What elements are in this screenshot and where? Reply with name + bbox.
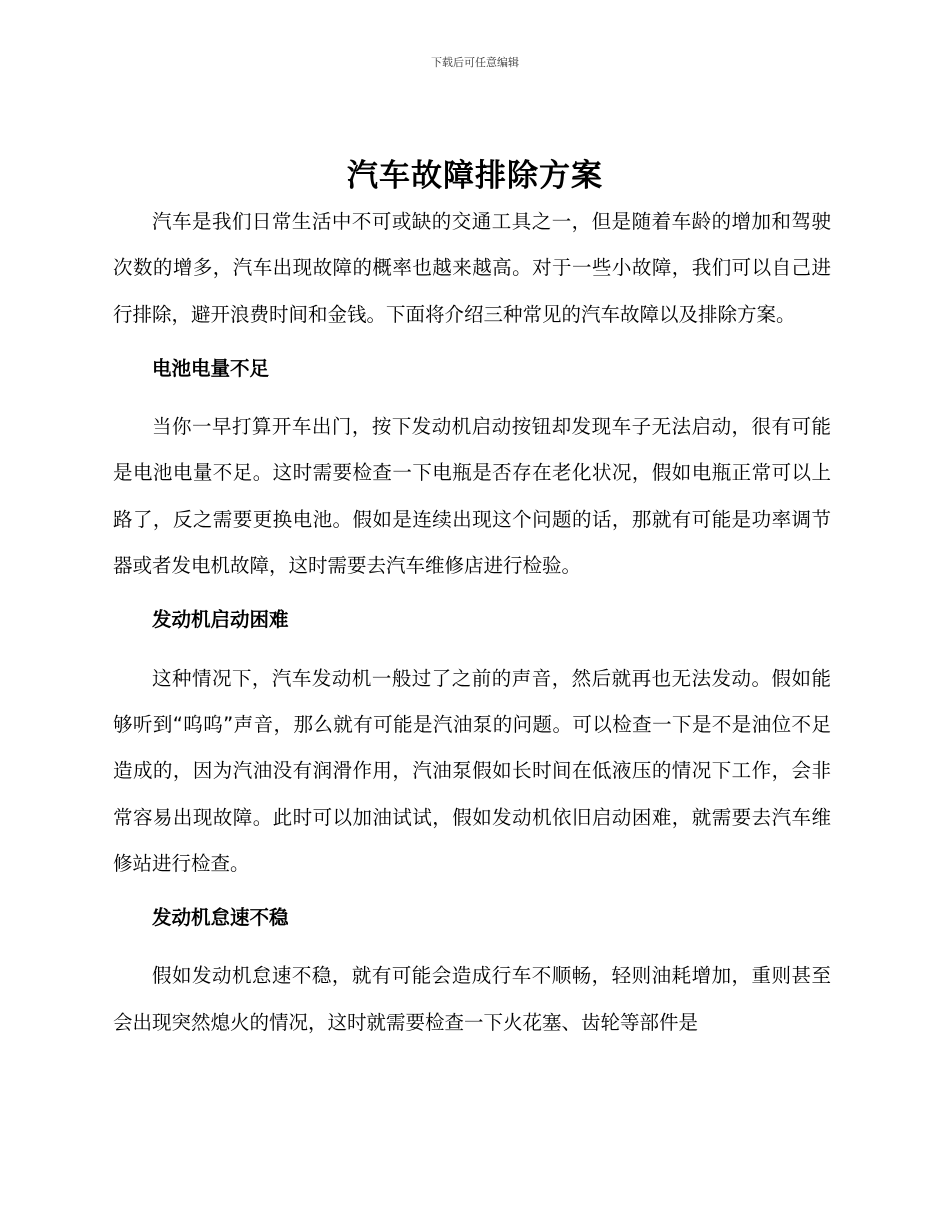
section-heading-engine-start: 发动机启动困难 bbox=[152, 608, 289, 632]
spacer bbox=[113, 392, 831, 404]
spacer bbox=[113, 589, 831, 597]
spacer bbox=[113, 941, 831, 953]
header-note: 下载后可任意编辑 bbox=[431, 56, 519, 69]
document-title: 汽车故障排除方案 bbox=[347, 158, 603, 194]
document-body bbox=[113, 199, 831, 1046]
section-body-engine-start: 这种情况下，汽车发动机一般过了之前的声音，然后就再也无法发动。假如能够听到“呜呜”声音，那么就有可能是汽油泵的问题。可以检查一下是不是油位不足造成的，因为汽油没有润滑作用，汽油泵假如长时间在低液压的情况下工作，会非常容易出现故障。此时可以加油试试，假如发动机依旧启动困难，就需要去汽车维修站进行检查。 bbox=[113, 666, 831, 875]
spacer bbox=[113, 338, 831, 346]
intro-paragraph: 汽车是我们日常生活中不可或缺的交通工具之一，但是随着车龄的增加和驾驶次数的增多，汽车出现故障的概率也越来越高。对于一些小故障，我们可以自己进行排除，避开浪费时间和金钱。下面将介绍三种常见的汽车故障以及排除方案。 bbox=[113, 210, 831, 326]
spacer bbox=[113, 887, 831, 895]
section-body-idle: 假如发动机怠速不稳，就有可能会造成行车不顺畅，轻则油耗增加，重则甚至会出现突然熄火的情况，这时就需要检查一下火花塞、齿轮等部件是 bbox=[113, 964, 831, 1034]
spacer bbox=[113, 644, 831, 656]
section-heading-battery: 电池电量不足 bbox=[152, 356, 270, 380]
section-body-battery: 当你一早打算开车出门，按下发动机启动按钮却发现车子无法启动，很有可能是电池电量不足。这时需要检查一下电瓶是否存在老化状况，假如电瓶正常可以上路了，反之需要更换电池。假如是连续出现这个问题的话，那就有可能是功率调节器或者发电机故障，这时需要去汽车维修店进行检验。 bbox=[113, 415, 831, 578]
section-heading-idle: 发动机怠速不稳 bbox=[152, 906, 289, 930]
